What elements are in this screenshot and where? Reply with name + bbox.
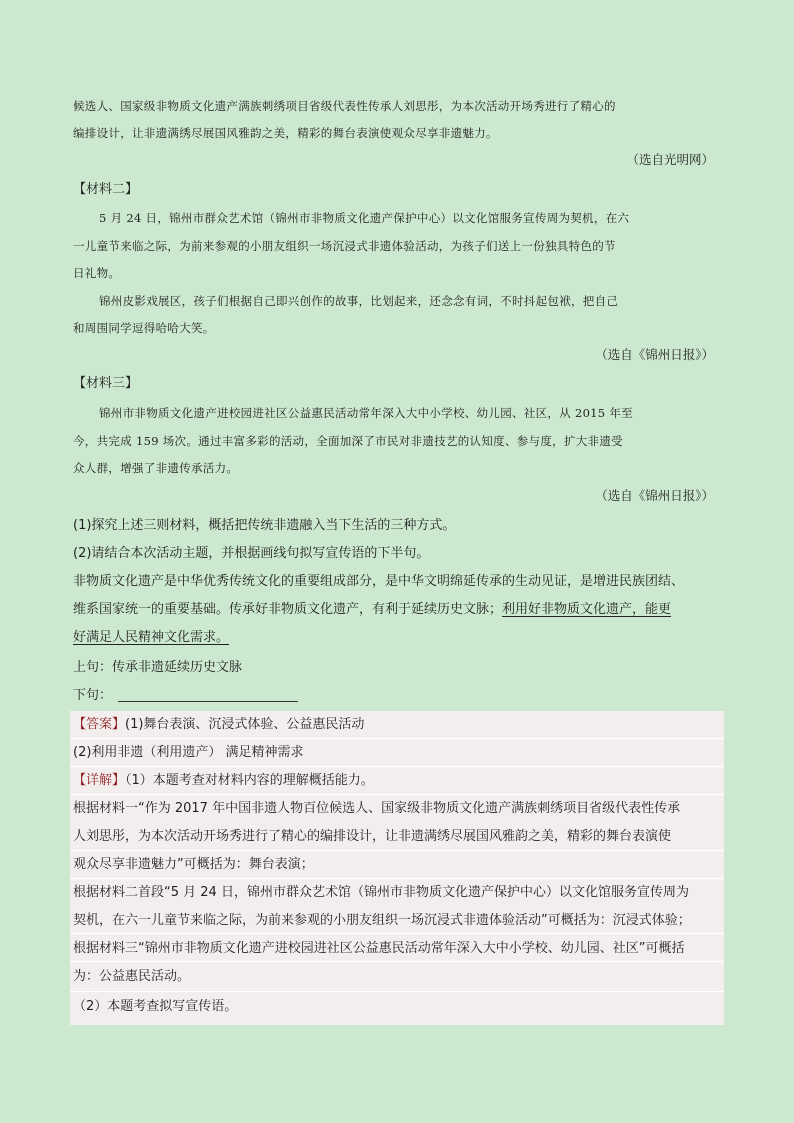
divider [70,738,724,739]
explanation-line-8: 契机，在六一儿童节来临之际，为前来参观的小朋友组织一场沉浸式非遗体验活动”可概括为：沉浸式体验； [73,913,691,928]
prompt-para-plain: 维系国家统一的重要基础。传承好非物质文化遗产，有利于延续历史文脉； [73,602,503,617]
answer-line-2: (2)利用非遗（利用遗产） 满足精神需求 [73,745,304,760]
explanation-label: 【详解】 [73,773,126,788]
material3-heading: 【材料三】 [73,376,139,391]
explanation-line-5: 人刘思彤，为本次活动开场秀进行了精心的编排设计，让非遗满绣尽展国风雅韵之美，精彩的舞台表演使 [73,829,672,844]
explanation-line-4: 根据材料一“作为 2017 年中国非遗人物百位候选人、国家级非物质文化遗产满族刺绣项目省级代表性传承 [73,801,681,816]
answer-blank [118,687,298,702]
question-2: (2)请结合本次活动主题，并根据画线句拟写宣传语的下半句。 [73,546,430,561]
answer-text: (1)舞台表演、沉浸式体验、公益惠民活动 [125,717,365,732]
material3-line3: 众人群，增强了非遗传承活力。 [73,461,239,475]
material1-line1: 候选人、国家级非物质文化遗产满族刺绣项目省级代表性传承人刘思彤，为本次活动开场秀进行了精心的 [73,99,616,113]
divider [70,878,724,879]
upper-sentence: 上句：传承非遗延续历史文脉 [73,660,243,675]
prompt-para-line2 [73,598,671,617]
divider [70,794,724,795]
prompt-para-line1: 非物质文化遗产是中华优秀传统文化的重要组成部分，是中华文明绵延传承的生动见证，是增进民族团结、 [73,574,685,589]
answer-line [73,713,364,732]
material2-line5: 和周围同学逗得哈哈大笑。 [73,321,215,335]
material3-source: （选自《锦州日报》） [595,488,714,503]
explanation-text: （1）本题考查对材料内容的理解概括能力。 [125,773,374,788]
material2-line1: 5 月 24 日，锦州市群众艺术馆（锦州市非物质文化遗产保护中心）以文化馆服务宣传周为契机，在六 [99,211,630,225]
explanation-line-10: 为：公益惠民活动。 [73,969,191,984]
material1-source: （选自光明网） [626,152,714,167]
material3-line1: 锦州市非物质文化遗产进校园进社区公益惠民活动常年深入大中小学校、幼儿园、社区，从 2015 年至 [99,406,633,420]
material2-line3: 日礼物。 [73,266,121,280]
explanation-line-11: （2）本题考查拟写宣传语。 [73,999,238,1014]
material2-line2: 一儿童节来临之际，为前来参观的小朋友组织一场沉浸式非遗体验活动，为孩子们送上一份独具特色的节 [73,239,616,253]
divider [70,933,724,934]
lower-sentence [73,684,298,703]
material3-line2: 今，共完成 159 场次。通过丰富多彩的活动，全面加深了市民对非遗技艺的认知度、参与度，扩大非遗受 [73,434,623,448]
material1-line2: 编排设计，让非遗满绣尽展国风雅韵之美，精彩的舞台表演使观众尽享非遗魅力。 [73,126,498,140]
divider [70,850,724,851]
material2-line4: 锦州皮影戏展区，孩子们根据自己即兴创作的故事，比划起来，还念念有词，不时抖起包袱，把自己 [99,294,619,308]
explanation-line-9: 根据材料三“锦州市非物质文化遗产进校园进社区公益惠民活动常年深入大中小学校、幼儿园、社区”可概括 [73,941,685,956]
question-1: (1)探究上述三则材料，概括把传统非遗融入当下生活的三种方式。 [73,518,456,533]
material2-source: （选自《锦州日报》） [595,347,714,362]
explanation-line [73,769,374,788]
lower-sentence-label: 下句： [73,688,113,703]
explanation-line-7: 根据材料二首段“5 月 24 日，锦州市群众艺术馆（锦州市非物质文化遗产保护中心）以文化馆服务宣传周为 [73,885,689,900]
divider [70,991,724,992]
divider [70,766,724,767]
material2-heading: 【材料二】 [73,182,139,197]
underlined-sentence-part1: 利用好非物质文化遗产，能更 [502,602,672,617]
underlined-sentence-part2: 好满足人民精神文化需求。 [73,630,230,645]
explanation-line-6: 观众尽享非遗魅力”可概括为：舞台表演； [73,857,314,872]
divider [70,961,724,962]
answer-label: 【答案】 [73,717,126,732]
